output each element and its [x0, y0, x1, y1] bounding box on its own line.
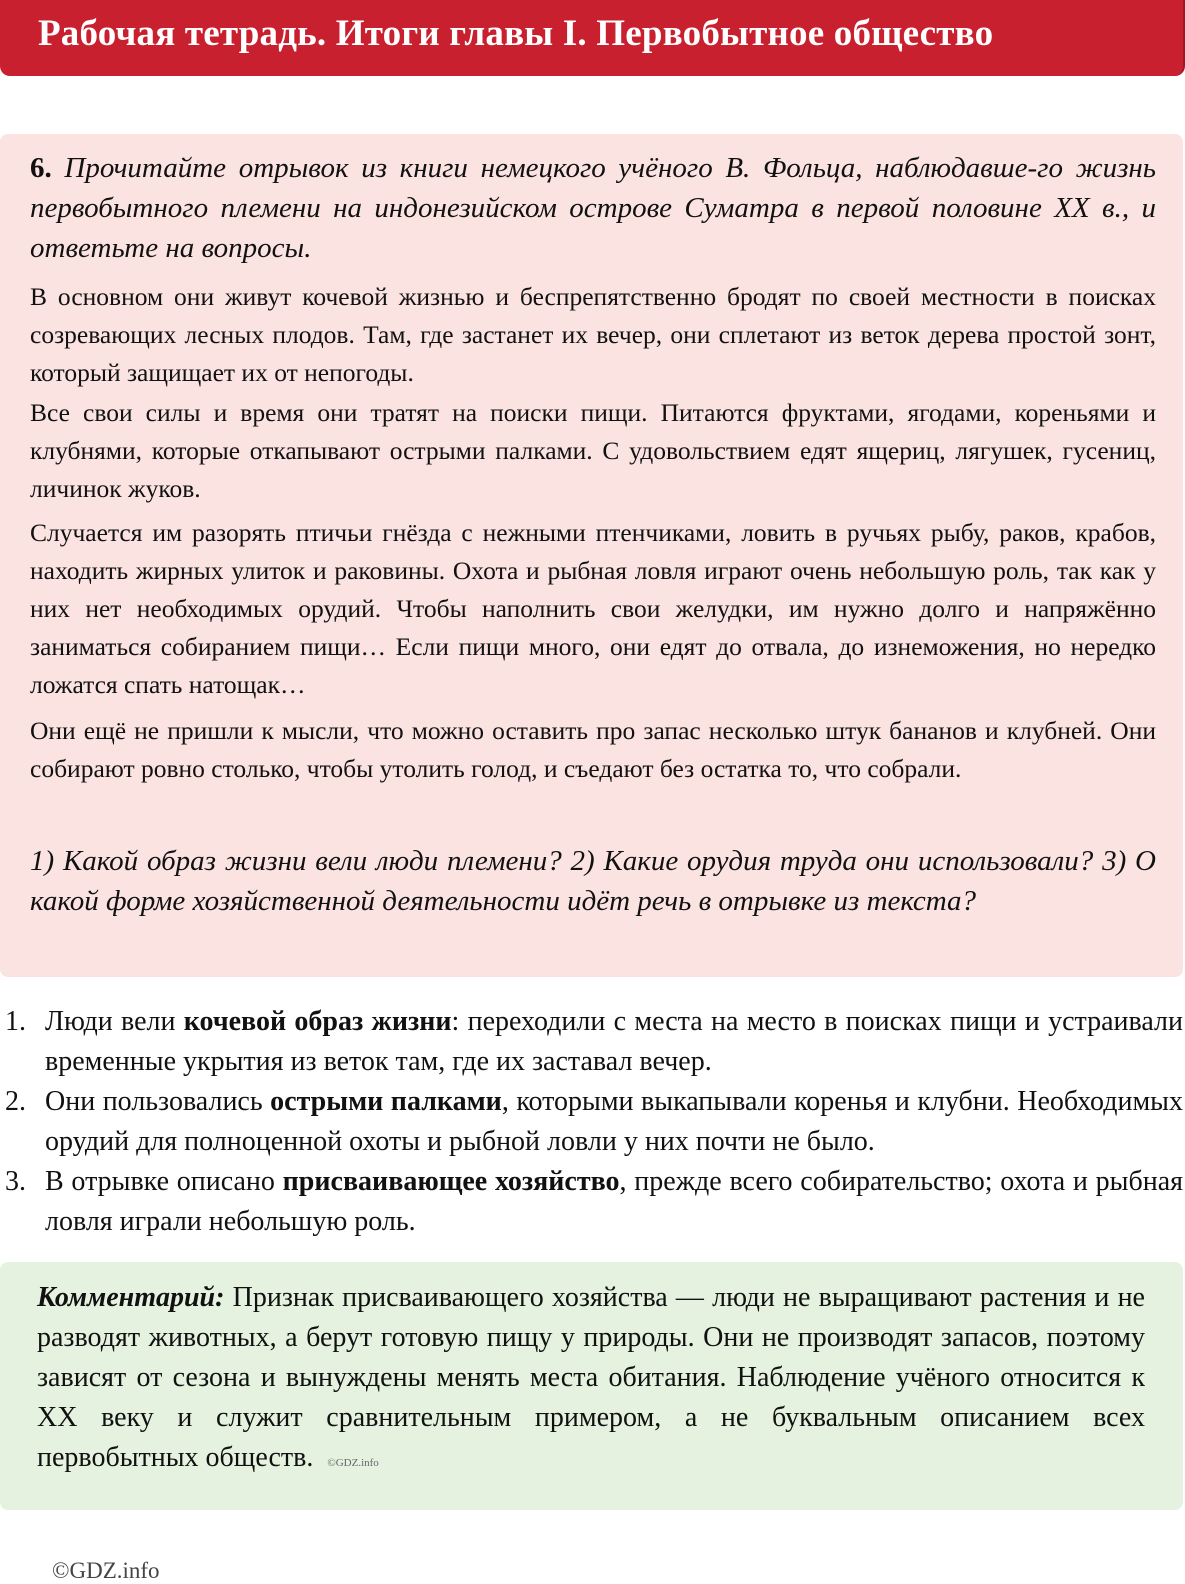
- comment-text: [37, 1278, 1145, 1483]
- answer-number: 2.: [5, 1086, 26, 1117]
- answer-number: 3.: [5, 1166, 26, 1197]
- page-title: Рабочая тетрадь. Итоги главы I. Первобытное общество: [38, 13, 994, 54]
- task-number: 6.: [30, 152, 52, 184]
- comment-stamp: ©GDZ.info: [327, 1457, 379, 1469]
- task-prompt-text: Прочитайте отрывок из книги немецкого учёного В. Фольца, наблюдавше-го жизнь первобытного племени на индонезийском острове Суматра в первой половине XX в., и ответьте на вопросы.: [30, 152, 1157, 264]
- comment-body: Признак присваивающего хозяйства — люди не выращивают растения и не разводят животных, а берут готовую пищу у природы. Они не производят запасов, поэтому зависят от сезона и вынуждены менять места обитания. Наблюдение учёного относится к XX веку и служит сравнительным примером, а не буквальным описанием всех первобытных обществ.: [37, 1282, 1145, 1473]
- answer-text: : переходили с места на место в поисках пищи и устраивали временные укрытия из веток там, где их заставал вечер.: [45, 1006, 1183, 1077]
- answer-keyword: кочевой образ жизни: [183, 1006, 452, 1037]
- task-box: [0, 134, 1183, 977]
- comment-box: [0, 1262, 1183, 1510]
- footer-copyright: ©GDZ.info: [52, 1558, 160, 1583]
- comment-label: Комментарий:: [37, 1282, 225, 1313]
- answer-text: , которыми выкапывали коренья и клубни. Необходимых орудий для полноценной охоты и рыбной ловли у них почти не было.: [45, 1086, 1183, 1157]
- header-banner: [0, 0, 1185, 76]
- task-questions: 1) Какой образ жизни вели люди племени? 2) Какие орудия труда они использовали? 3) О какой форме хозяйственной деятельности идёт речь в отрывке из текста?: [30, 845, 1156, 917]
- excerpt-paragraph-4: Они ещё не пришли к мысли, что можно оставить про запас несколько штук бананов и клубней. Они собирают ровно столько, чтобы утолить голод, и съедают без остатка то, что собрали.: [30, 716, 1156, 783]
- answers-list: [0, 1002, 1183, 1242]
- excerpt-paragraph-2: Все свои силы и время они тратят на поиски пищи. Питаются фруктами, ягодами, кореньями и клубнями, которые откапывают острыми палками. С удовольствием едят ящериц, лягушек, гусениц, личинок жуков.: [30, 398, 1156, 503]
- answer-text: В отрывке описано: [45, 1166, 283, 1197]
- answer-text: Люди вели: [45, 1006, 184, 1037]
- answer-item-3: [0, 1162, 1183, 1242]
- answer-number: 1.: [5, 1006, 26, 1037]
- answer-keyword: острыми палками: [270, 1086, 502, 1117]
- answer-text: Они пользовались: [45, 1086, 271, 1117]
- excerpt-paragraph-3: Случается им разорять птичьи гнёзда с нежными птенчиками, ловить в ручьях рыбу, раков, крабов, находить жирных улиток и раковины. Охота и рыбная ловля играют очень небольшую роль, так как у них нет необходимых орудий. Чтобы наполнить свои желудки, им нужно долго и напряжённо заниматься собиранием пищи… Если пищи много, они едят до отвала, до изнеможения, но нередко ложатся спать натощак…: [30, 518, 1156, 699]
- task-prompt: [30, 148, 1156, 268]
- answer-item-1: [0, 1002, 1183, 1082]
- answer-item-2: [0, 1082, 1183, 1162]
- excerpt-paragraph-1: В основном они живут кочевой жизнью и беспрепятственно бродят по своей местности в поисках созревающих лесных плодов. Там, где застанет их вечер, они сплетают из веток дерева простой зонт, который защищает их от непогоды.: [30, 282, 1156, 387]
- answer-keyword: присваивающее хозяйство: [282, 1166, 620, 1197]
- answer-text: , прежде всего собирательство; охота и рыбная ловля играли небольшую роль.: [45, 1166, 1184, 1237]
